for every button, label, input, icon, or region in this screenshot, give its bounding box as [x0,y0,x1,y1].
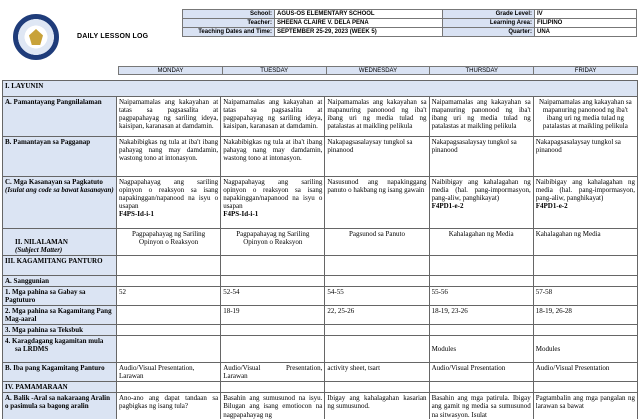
cell-iba-friday: Audio/Visual Presentation [533,363,637,382]
section-kagamitang-panturo: III. KAGAMITANG PANTURO [3,256,117,276]
cell-gabay-wednesday: 54-55 [325,287,429,306]
row-label-sanggunian: A. Sanggunian [3,276,117,287]
cell-kag-thursday: 18-19, 23-26 [429,306,533,325]
cell-nilalaman-tuesday: Pagpapahayag ng Sariling Opinyon o Reaksyon [221,229,325,256]
grade-label: Grade Level: [443,10,535,19]
cell-a-tuesday: Naipamamalas ang kakayahan at tatas sa pagsasalita at pagpapahayag ng sariling ideya, kaisipan, karanasan at damdamin. [221,97,325,137]
document-title: DAILY LESSON LOG [77,33,149,40]
day-thursday: THURSDAY [430,67,534,74]
row-label-gabay-sa-pagtuturo: 1. Mga pahina sa Gabay sa Pagtuturo [3,287,117,306]
grade-value: IV [535,10,637,19]
section-layunin: I. LAYUNIN [3,81,638,97]
cell-a-thursday: Naipamamalas ang kakayahan sa mapanuring panonood ng iba't ibang uri ng media tulad ng patalastas at maikling pelikula [429,97,533,137]
learning-area-label: Learning Area: [443,19,535,28]
cell-b-tuesday: Nakabibigkas ng tula at iba't ibang pahayag nang may damdamin, wastong tono at intonasyon. [221,137,325,177]
quarter-value: UNA [535,28,637,37]
cell-c-friday: Naibibigay ang kahalagahan ng media (hal. pang-impormasyon, pang-aliw, panghikayat) F4PD1-e-2 [533,177,637,229]
row-label-pamantayan-sa-pagganap: B. Pamantayan sa Pagganap [3,137,117,177]
row-label-teksbuk: 3. Mga pahina sa Teksbuk [3,325,117,336]
cell-kag-monday [117,306,221,325]
cell-a-friday: Naipamamalas ang kakayahan sa mapanuring panonood ng iba't ibang uri ng media tulad ng patalastas at maikling pelikula [533,97,637,137]
cell-gabay-tuesday: 52-54 [221,287,325,306]
cell-nilalaman-wednesday: Pagsunod sa Panuto [325,229,429,256]
cell-gabay-friday: 57-58 [533,287,637,306]
school-value: AGUS-OS ELEMENTARY SCHOOL [275,10,443,19]
teacher-value: SHEENA CLAIRE V. DELA PENA [275,19,443,28]
cell-karag-wednesday [325,336,429,363]
karagdagang-subtitle: sa LRDMS [15,345,49,354]
cell-balik-wednesday: Ibigay ang kahalagahan kasarian ng sumusunod. [325,393,429,419]
cell-a-monday: Naipamamalas ang kakayahan at tatas sa pagsasalita at pagpapahayag ng sariling ideya, kaisipan, karanasan at damdamin. [117,97,221,137]
school-label: School: [183,10,275,19]
nilalaman-subtitle: (Subject Matter) [15,245,63,254]
section-nilalaman: II. NILALAMAN (Subject Matter) [3,229,117,256]
cell-karag-friday: Modules [533,336,637,363]
cell-c-monday: Nagpapahayag ang sariling opinyon o reaksyon sa isang napakinggan/napanood na isyu o usapan F4PS-Id-i-1 [117,177,221,229]
cell-iba-monday: Audio/Visual Presentation, Larawan [117,363,221,382]
row-label-balik-aral: A. Balik -Aral sa nakaraang Aralin o pasimula sa bagong aralin [3,393,117,419]
competency-code: F4PS-Id-i-1 [223,210,259,219]
cell-nilalaman-friday: Kahalagahan ng Media [533,229,637,256]
cell-iba-thursday: Audio/Visual Presentation [429,363,533,382]
competency-code: F4PD1-e-2 [431,202,464,211]
day-friday: FRIDAY [574,68,597,74]
cell-balik-monday: Ano-ano ang dapat tandaan sa pagbigkas ng isang tula? [117,393,221,419]
day-monday: MONDAY [119,67,223,74]
quarter-label: Quarter: [443,28,535,37]
cell-gabay-thursday: 55-56 [429,287,533,306]
section-pamamaraan: IV. PAMAMARAAN [3,382,117,393]
day-wednesday: WEDNESDAY [327,67,431,74]
weekday-header [118,66,638,75]
deped-seal-logo [13,14,59,60]
dates-value: SEPTEMBER 25-29, 2023 (WEEK 5) [275,28,443,37]
row-label-pamantayang-pangnilalaman: A. Pamantayang Pangnilalaman [3,97,117,137]
cell-b-thursday: Nakapagsasalaysay tungkol sa pinanood [429,137,533,177]
dates-label: Teaching Dates and Time: [183,28,275,37]
cell-kag-friday: 18-19, 26-28 [533,306,637,325]
learning-area-value: FILIPINO [535,19,637,28]
cell-b-wednesday: Nakapagsasalaysay tungkol sa pinanood [325,137,429,177]
cell-b-friday: Nakapagsasalaysay tungkol sa pinanood [533,137,637,177]
teacher-label: Teacher: [183,19,275,28]
row-label-kagamitang-pang-mag-aaral: 2. Mga pahina sa Kagamitang Pang Mag-aaral [3,306,117,325]
cell-kag-wednesday: 22, 25-26 [325,306,429,325]
competency-code: F4PD1-e-2 [535,202,568,211]
cell-kag-tuesday: 18-19 [221,306,325,325]
row-label-kasanayan [3,177,117,229]
cell-balik-friday: Pagtambalin ang mga pangalan ng larawan sa bawat [533,393,637,419]
cell-gabay-monday: 52 [117,287,221,306]
kasanayan-subtitle: (Isulat ang code sa bawat kasanayan) [5,186,114,195]
cell-karag-monday [117,336,221,363]
cell-b-monday: Nakabibigkas ng tula at iba't ibang pahayag nang may damdamin, wastong tono at intonasyon. [117,137,221,177]
cell-nilalaman-thursday: Kahalagahan ng Media [429,229,533,256]
cell-karag-tuesday [221,336,325,363]
competency-code: F4PS-Id-i-1 [119,210,154,219]
row-label-karagdagang-kagamitan: 4. Karagdagang kagamitan mula sa LRDMS [3,336,117,363]
cell-balik-thursday: Basahin ang mga patirula. Ibigay ang gamit ng media sa sumusunod na sitwasyon. Isulat [429,393,533,419]
cell-c-thursday: Naibibigay ang kahalagahan ng media (hal. pang-impormasyon, pang-aliw, panghikayat) F4PD1-e-2 [429,177,533,229]
header-info-table [182,9,637,37]
kasanayan-title: C. Mga Kasanayan sa Pagkatuto [5,178,103,186]
row-label-iba-pang-kagamitan: B. Iba pang Kagamitang Panturo [3,363,117,382]
lesson-grid [2,80,638,419]
cell-nilalaman-monday: Pagpapahayag ng Sariling Opinyon o Reaksyon [117,229,221,256]
day-tuesday: TUESDAY [223,67,327,74]
cell-a-wednesday: Naipamamalas ang kakayahan sa mapanuring panonood ng iba't ibang uri ng media tulad ng patalastas at maikling pelikula [325,97,429,137]
cell-balik-tuesday: Basahin ang sumusunod na isyu. Bilugan ang isang emotiocon na nagpapahayag ng [221,393,325,419]
cell-c-wednesday: Nasusunod ang napakinggang panuto o hakbang ng isang gawain [325,177,429,229]
cell-iba-wednesday: activity sheet, tsart [325,363,429,382]
cell-c-tuesday: Nagpapahayag ang sariling opinyon o reaksyon sa isang napakinggan/napanood na isyu o usapan F4PS-Id-i-1 [221,177,325,229]
cell-karag-thursday: Modules [429,336,533,363]
cell-iba-tuesday: Audio/Visual Presentation, Larawan [221,363,325,382]
